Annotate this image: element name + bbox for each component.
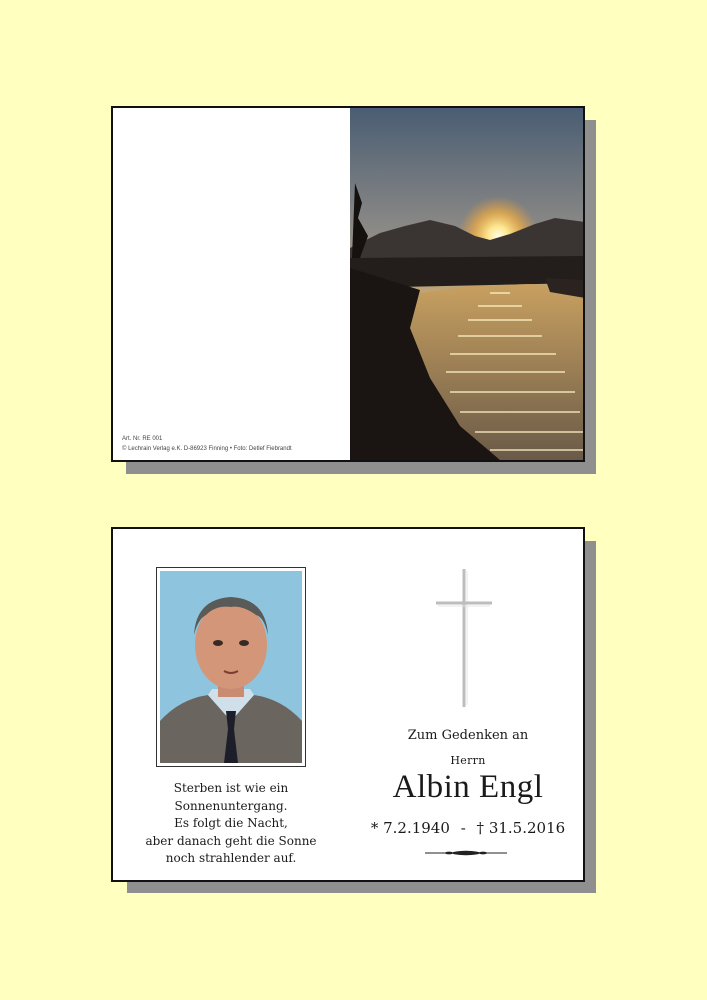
bottom-card bbox=[111, 527, 585, 882]
deceased-name: Albin Engl bbox=[392, 769, 544, 805]
poem-line: Es folgt die Nacht, bbox=[174, 816, 288, 830]
poem-line: aber danach geht die Sonne bbox=[145, 833, 317, 848]
sunset-photo bbox=[350, 108, 585, 460]
sunset-river-image bbox=[350, 108, 585, 460]
ornament-divider-icon bbox=[425, 848, 507, 858]
cross-icon bbox=[434, 565, 494, 711]
publisher-credit: © Lechrain Verlag e.K. D-86923 Finning • Foto: Detlef Fiebrandt bbox=[122, 446, 292, 452]
life-dates bbox=[363, 819, 573, 837]
top-card-blank-page bbox=[113, 108, 350, 460]
top-card bbox=[111, 106, 585, 462]
portrait-photo bbox=[160, 571, 302, 763]
poem-line: Sonnenuntergang. bbox=[174, 798, 288, 813]
birth-date: * 7.2.1940 bbox=[370, 819, 450, 837]
article-number: Art. Nr. RE 001 bbox=[122, 436, 163, 442]
salutation: Herrn bbox=[450, 754, 486, 767]
death-date: † 31.5.2016 bbox=[476, 819, 566, 837]
poem-line: Sterben ist wie ein bbox=[173, 781, 289, 795]
in-memory-heading: Zum Gedenken an bbox=[407, 728, 529, 743]
date-separator: - bbox=[460, 819, 466, 837]
poem-line: noch strahlender auf. bbox=[165, 851, 297, 865]
memorial-poem bbox=[133, 780, 329, 868]
portrait-frame bbox=[156, 567, 306, 767]
